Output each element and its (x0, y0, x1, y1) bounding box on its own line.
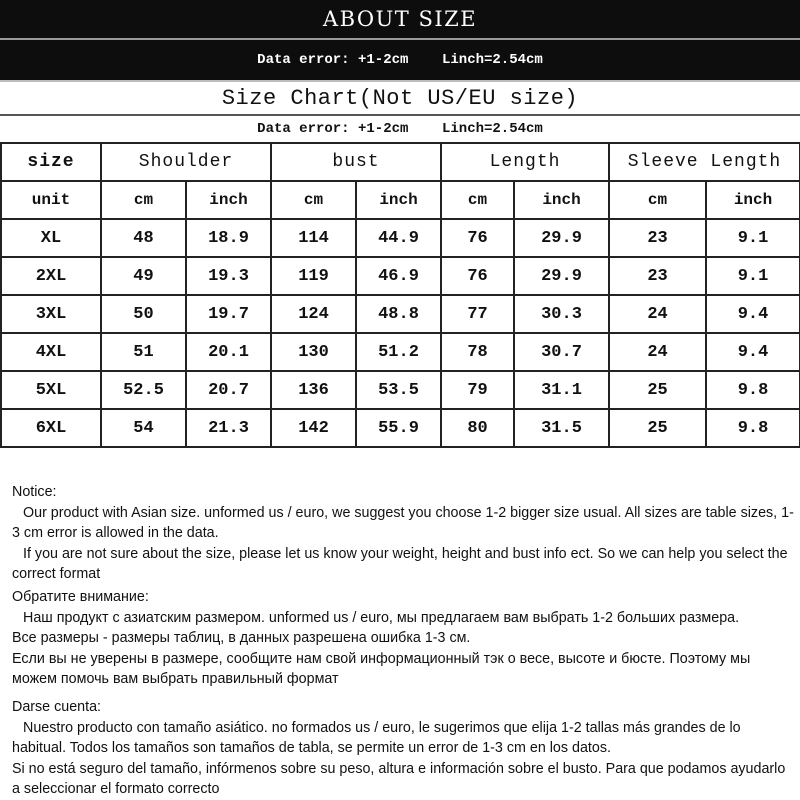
value-cell: 124 (271, 295, 356, 333)
header-shoulder: Shoulder (101, 143, 271, 181)
unit-cell: inch (186, 181, 271, 219)
notice-english-heading: Notice: (12, 484, 57, 500)
value-cell: 136 (271, 371, 356, 409)
value-cell: 78 (441, 333, 514, 371)
value-cell: 49 (101, 257, 186, 295)
value-cell: 46.9 (356, 257, 441, 295)
value-cell: 51 (101, 333, 186, 371)
table-row (1, 409, 800, 447)
value-cell: 52.5 (101, 371, 186, 409)
value-cell: 44.9 (356, 219, 441, 257)
about-size-banner (0, 0, 800, 40)
value-cell: 20.7 (186, 371, 271, 409)
value-cell: 54 (101, 409, 186, 447)
value-cell: 29.9 (514, 257, 609, 295)
value-cell: 20.1 (186, 333, 271, 371)
size-cell: 6XL (1, 409, 101, 447)
notice-russian-para3: Если вы не уверены в размере, сообщите нам свой информационный тэк о весе, высоте и бюсте. Поэтому мы можем помочь вам выбрать правильный формат (12, 650, 751, 687)
value-cell: 23 (609, 257, 706, 295)
value-cell: 18.9 (186, 219, 271, 257)
size-cell: XL (1, 219, 101, 257)
size-chart-title: Size Chart(Not US/EU size) (221, 85, 579, 111)
value-cell: 55.9 (356, 409, 441, 447)
value-cell: 31.5 (514, 409, 609, 447)
value-cell: 9.4 (706, 295, 800, 333)
value-cell: 19.3 (186, 257, 271, 295)
unit-cell: cm (441, 181, 514, 219)
header-sleeve-length: Sleeve Length (609, 143, 800, 181)
value-cell: 76 (441, 219, 514, 257)
table-unit-row (1, 181, 800, 219)
data-error-text: Data error: +1-2cm Linch=2.54cm (257, 52, 543, 68)
value-cell: 25 (609, 409, 706, 447)
notice-spanish-heading: Darse cuenta: (12, 699, 102, 715)
unit-label: unit (1, 181, 101, 219)
table-row (1, 333, 800, 371)
value-cell: 9.1 (706, 219, 800, 257)
value-cell: 48 (101, 219, 186, 257)
value-cell: 9.8 (706, 409, 800, 447)
value-cell: 50 (101, 295, 186, 333)
notice-spanish-para2: Si no está seguro del tamaño, infórmenos sobre su peso, altura e información sobre el busto. Para que podamos ayudarlo a seleccionar el formato correcto (12, 760, 786, 797)
value-cell: 79 (441, 371, 514, 409)
data-error-banner (0, 40, 800, 82)
notice-russian-para1: Наш продукт с азиатским размером. unformed us / euro, мы предлагаем вам выбрать 1-2 больших размера. (23, 609, 740, 626)
size-table (0, 142, 800, 448)
size-cell: 4XL (1, 333, 101, 371)
value-cell: 80 (441, 409, 514, 447)
unit-cell: inch (514, 181, 609, 219)
value-cell: 25 (609, 371, 706, 409)
table-row (1, 295, 800, 333)
value-cell: 77 (441, 295, 514, 333)
value-cell: 30.3 (514, 295, 609, 333)
value-cell: 9.4 (706, 333, 800, 371)
value-cell: 19.7 (186, 295, 271, 333)
table-row (1, 257, 800, 295)
value-cell: 48.8 (356, 295, 441, 333)
table-row (1, 371, 800, 409)
value-cell: 30.7 (514, 333, 609, 371)
notice-russian-heading: Обратите внимание: (12, 589, 149, 605)
size-chart-header (0, 82, 800, 116)
value-cell: 9.1 (706, 257, 800, 295)
notice-russian-para2: Все размеры - размеры таблиц, в данных разрешена ошибка 1-3 см. (12, 630, 471, 646)
value-cell: 24 (609, 333, 706, 371)
notice-spanish (12, 697, 794, 800)
notice-spanish-para1: Nuestro producto con tamaño asiático. no formados us / euro, le sugerimos que elija 1-2 tallas más grandes de lo habitual. Todos los tamaños son tamaños de tabla, se permite un error de 1-3 cm en los datos. (12, 719, 741, 756)
unit-cell: cm (271, 181, 356, 219)
header-bust: bust (271, 143, 441, 181)
value-cell: 24 (609, 295, 706, 333)
notice-english-para2: If you are not sure about the size, please let us know your weight, height and bust info ect. So we can help you select the correct format (12, 545, 788, 582)
value-cell: 130 (271, 333, 356, 371)
value-cell: 21.3 (186, 409, 271, 447)
unit-cell: inch (356, 181, 441, 219)
size-chart-subheader (0, 116, 800, 142)
value-cell: 51.2 (356, 333, 441, 371)
value-cell: 31.1 (514, 371, 609, 409)
notice-english-para1: Our product with Asian size. unformed us / euro, we suggest you choose 1-2 bigger size usual. All sizes are table sizes, 1-3 cm error is allowed in the data. (12, 504, 794, 541)
value-cell: 53.5 (356, 371, 441, 409)
size-cell: 2XL (1, 257, 101, 295)
value-cell: 76 (441, 257, 514, 295)
size-cell: 5XL (1, 371, 101, 409)
about-size-title: ABOUT SIZE (322, 7, 478, 31)
value-cell: 29.9 (514, 219, 609, 257)
value-cell: 142 (271, 409, 356, 447)
header-length: Length (441, 143, 609, 181)
value-cell: 119 (271, 257, 356, 295)
value-cell: 9.8 (706, 371, 800, 409)
table-row (1, 219, 800, 257)
unit-cell: cm (609, 181, 706, 219)
table-header-row (1, 143, 800, 181)
size-chart-data-error: Data error: +1-2cm Linch=2.54cm (257, 121, 543, 137)
unit-cell: cm (101, 181, 186, 219)
notice-russian (12, 587, 794, 690)
size-cell: 3XL (1, 295, 101, 333)
value-cell: 114 (271, 219, 356, 257)
notice-english (12, 482, 794, 585)
value-cell: 23 (609, 219, 706, 257)
unit-cell: inch (706, 181, 800, 219)
header-size: size (1, 143, 101, 181)
